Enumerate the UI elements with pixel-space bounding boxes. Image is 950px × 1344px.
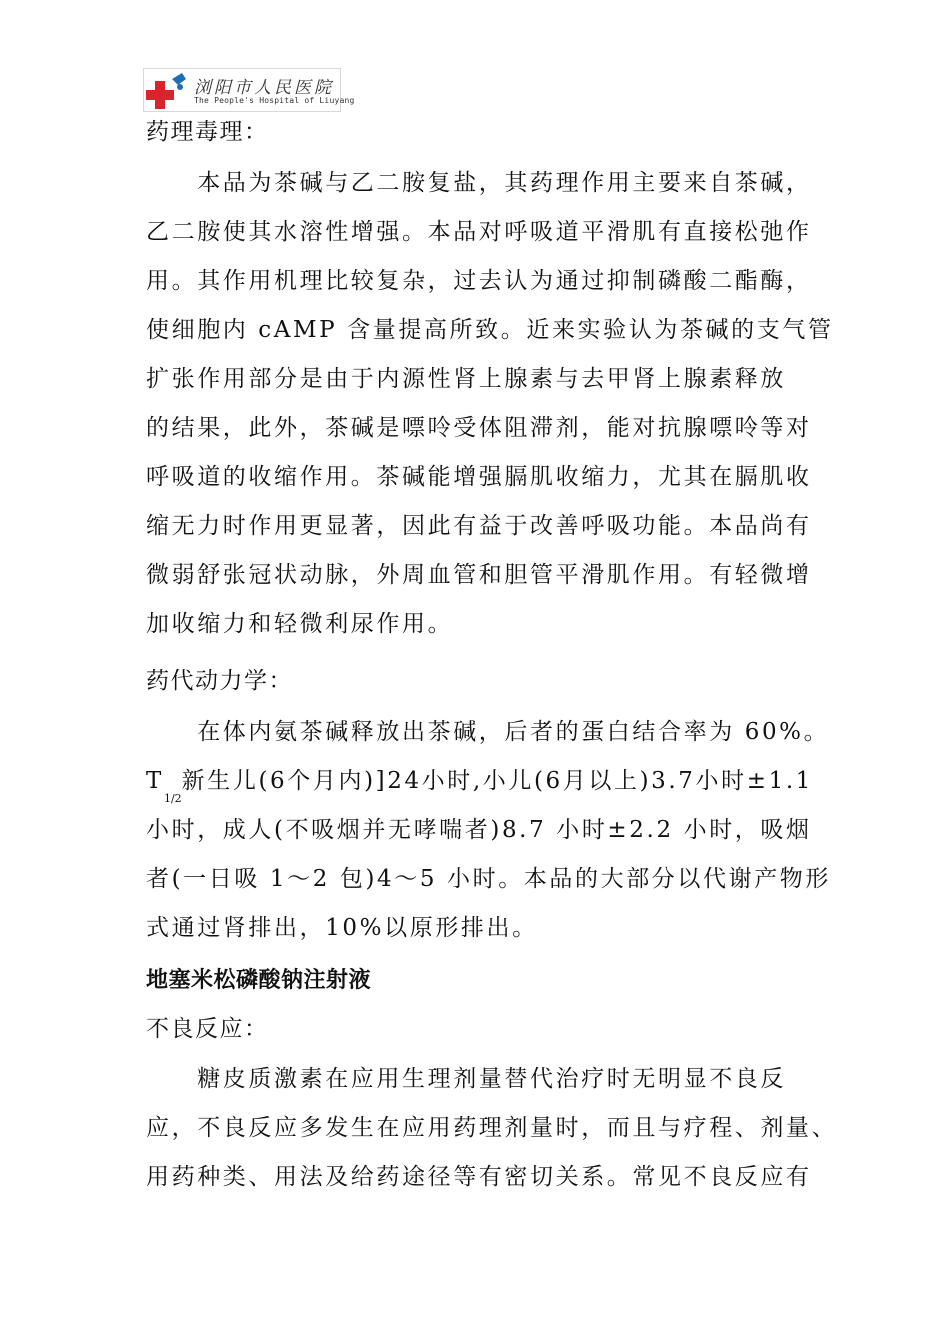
red-cross-logo-icon	[146, 71, 190, 111]
text-line: 小时，成人(不吸烟并无哮喘者)8.7 小时±2.2 小时，吸烟	[146, 817, 812, 843]
text-line: 应，不良反应多发生在应用药理剂量时，而且与疗程、剂量、	[146, 1115, 838, 1141]
half-life-subscript: 1/2	[163, 792, 182, 805]
text-line: 式通过肾排出，10%以原形排出。	[146, 915, 538, 941]
text-line: 加收缩力和轻微利尿作用。	[146, 611, 454, 637]
text-line: 缩无力时作用更显著，因此有益于改善呼吸功能。本品尚有	[146, 513, 812, 539]
text-line: 用药种类、用法及给药途径等有密切关系。常见不良反应有	[146, 1164, 812, 1190]
hospital-logo	[143, 68, 355, 112]
pharmacology-text	[146, 159, 834, 649]
text-line: 糖皮质激素在应用生理剂量替代治疗时无明显不良反	[146, 1066, 786, 1092]
text-line: 微弱舒张冠状动脉，外周血管和胆管平滑肌作用。有轻微增	[146, 562, 812, 588]
text-line: 在体内氨茶碱释放出茶碱，后者的蛋白结合率为 60%。	[146, 719, 830, 745]
adverse-text	[146, 1055, 838, 1202]
hospital-name-cn: 浏阳市人民医院	[194, 78, 334, 98]
text-line: 扩张作用部分是由于内源性肾上腺素与去甲肾上腺素释放	[146, 366, 786, 392]
pharmacology-title: 药理毒理：	[146, 119, 269, 145]
text-line: 的结果，此外，茶碱是嘌呤受体阻滞剂，能对抗腺嘌呤等对	[146, 415, 812, 441]
text-line: 呼吸道的收缩作用。茶碱能增强膈肌收缩力，尤其在膈肌收	[146, 464, 812, 490]
text-line: 使细胞内 cAMP 含量提高所致。近来实验认为茶碱的支气管	[146, 317, 834, 343]
text-line: 新生儿(6个月内)]24小时,小儿(6月以上)3.7小时±1.1	[181, 768, 813, 794]
drug-name-heading: 地塞米松磷酸钠注射液	[146, 968, 372, 993]
adverse-title: 不良反应：	[146, 1016, 269, 1042]
text-line: 乙二胺使其水溶性增强。本品对呼吸道平滑肌有直接松弛作	[146, 219, 812, 245]
half-life-line	[146, 757, 816, 806]
text-line: 者(一日吸 1～2 包)4～5 小时。本品的大部分以代谢产物形	[146, 866, 832, 892]
text-line: 用。其作用机理比较复杂，过去认为通过抑制磷酸二酯酶，	[146, 268, 812, 294]
pharmacokinetics-text	[146, 708, 832, 953]
pharmacokinetics-title: 药代动力学：	[146, 668, 293, 694]
text-line: 本品为茶碱与乙二胺复盐，其药理作用主要来自茶碱，	[146, 170, 812, 196]
half-life-symbol: T	[146, 768, 164, 794]
hospital-name-en: The People's Hospital of Liuyang	[194, 96, 355, 105]
